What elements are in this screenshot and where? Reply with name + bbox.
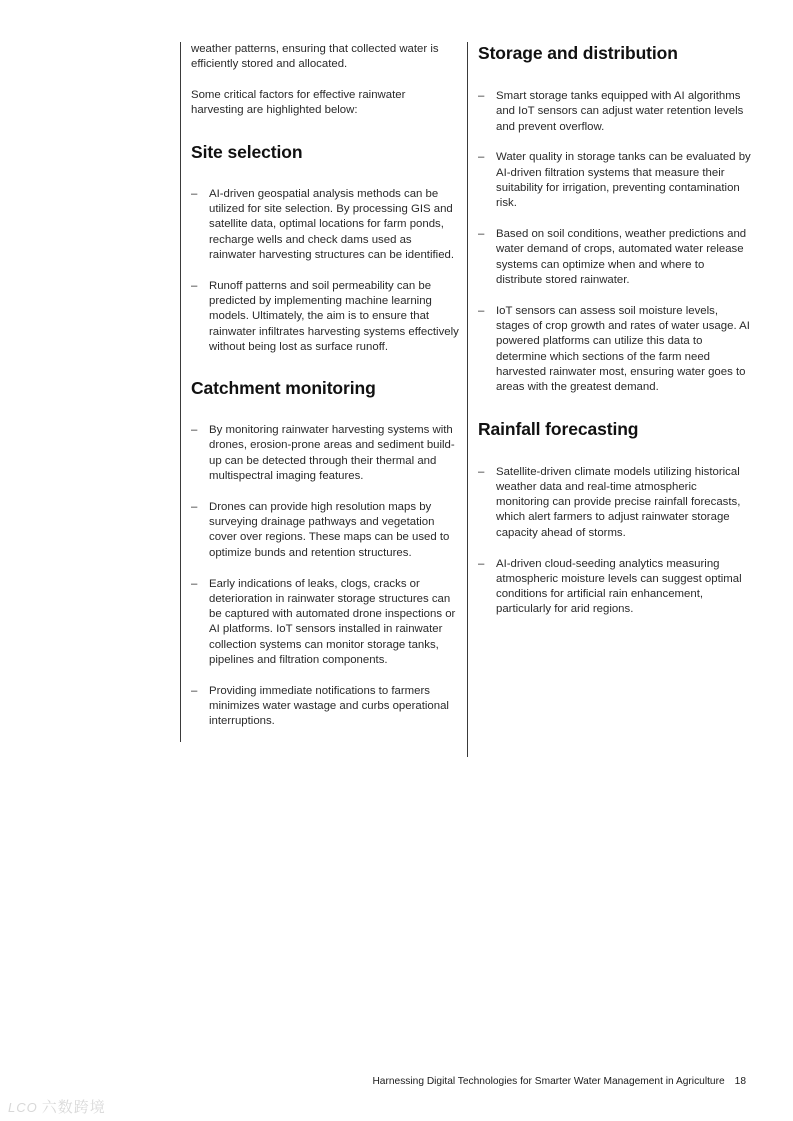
- list-item: [478, 89, 752, 135]
- bullet-dash: –: [478, 90, 485, 102]
- list-item-text: AI-driven geospatial analysis methods can be utilized for site selection. By processing GIS and satellite data, optimal locations for farm ponds, recharge wells and check dams used as rainwater harvesting structures can be identified.: [209, 187, 455, 261]
- bullet-dash: –: [478, 465, 485, 478]
- site-selection-list: [191, 187, 460, 355]
- list-item-text: Drones can provide high resolution maps by surveying drainage pathways and vegetation cover over regions. These maps can be used to optimize bunds and retention structures.: [209, 500, 450, 559]
- list-item-text: Smart storage tanks equipped with AI algorithms and IoT sensors can adjust water retention levels and prevent overflow.: [496, 90, 744, 133]
- bullet-dash: –: [191, 187, 198, 200]
- bullet-dash: –: [191, 279, 198, 292]
- list-item-text: Based on soil conditions, weather predictions and water demand of crops, automated water release systems can optimize when and where to distribute stored rainwater.: [496, 228, 747, 286]
- list-item: [191, 187, 460, 263]
- bullet-dash: –: [478, 557, 485, 570]
- list-item-text: Providing immediate notifications to farmers minimizes water wastage and curbs operational interruptions.: [209, 684, 449, 728]
- list-item-text: AI-driven cloud-seeding analytics measuring atmospheric moisture levels can suggest optimal conditions for artificial rain enhancement, particularly for arid regions.: [496, 557, 742, 616]
- left-column: [180, 42, 460, 742]
- heading-site-selection: Site selection: [191, 141, 303, 162]
- watermark: [8, 1096, 106, 1117]
- page-number: 18: [734, 1076, 746, 1087]
- list-item: [191, 423, 460, 484]
- page-footer: [372, 1076, 746, 1087]
- catchment-monitoring-list: [191, 423, 460, 730]
- list-item: [478, 304, 752, 396]
- list-item: [191, 279, 460, 355]
- intro-paragraph: weather patterns, ensuring that collected water is efficiently stored and allocated.: [191, 43, 439, 71]
- bullet-dash: –: [478, 304, 485, 317]
- heading-catchment-monitoring: Catchment monitoring: [191, 378, 376, 399]
- list-item-text: Water quality in storage tanks can be evaluated by AI-driven filtration systems that measure their suitability for irrigation, preventing contamination risk.: [496, 151, 751, 210]
- list-item-text: Satellite-driven climate models utilizing historical weather data and real-time atmospheric monitoring can provide precise rainfall forecasts, which alert farmers to adjust rainwater storage capacity ahead of storms.: [496, 465, 741, 539]
- watermark-text: 六数跨境: [41, 1099, 106, 1116]
- heading-storage-distribution: Storage and distribution: [478, 43, 678, 63]
- list-item: [478, 150, 752, 211]
- bullet-dash: –: [191, 424, 198, 437]
- footer-title: Harnessing Digital Technologies for Smarter Water Management in Agriculture: [372, 1076, 725, 1087]
- bullet-dash: –: [191, 577, 198, 590]
- intro-paragraph: Some critical factors for effective rainwater harvesting are highlighted below:: [191, 89, 406, 117]
- right-column: [467, 42, 752, 757]
- list-item-text: IoT sensors can assess soil moisture levels, stages of crop growth and rates of water usage. AI powered platforms can utilize this data to determine which sections of the farm need harvested rainwater most, ensuring water goes to areas with the greatest demand.: [496, 304, 750, 394]
- bullet-dash: –: [478, 151, 485, 164]
- list-item: [478, 227, 752, 288]
- list-item-text: Early indications of leaks, clogs, cracks or deterioration in rainwater storage structures can be captured with automated drone inspections or AI platforms. IoT sensors installed in rainwater collection systems can monitor storage tanks, pipelines and filtration components.: [209, 577, 456, 667]
- list-item: [478, 557, 752, 618]
- bullet-dash: –: [191, 500, 198, 513]
- watermark-logo-icon: LCO: [8, 1100, 38, 1115]
- list-item: [191, 577, 460, 669]
- rainfall-forecasting-list: [478, 465, 752, 618]
- list-item-text: Runoff patterns and soil permeability can be predicted by implementing machine learning models. Ultimately, the aim is to ensure that rainwater infiltrates harvesting systems effectively without being lost as surface runoff.: [209, 279, 459, 353]
- heading-rainfall-forecasting: Rainfall forecasting: [478, 418, 639, 439]
- bullet-dash: –: [478, 228, 485, 241]
- list-item: [191, 684, 460, 730]
- list-item: [478, 465, 752, 541]
- list-item: [191, 500, 460, 561]
- list-item-text: By monitoring rainwater harvesting systems with drones, erosion-prone areas and sediment build-up can be detected through their thermal and multispectral imaging features.: [209, 424, 455, 483]
- bullet-dash: –: [191, 684, 198, 697]
- storage-distribution-list: [478, 89, 752, 396]
